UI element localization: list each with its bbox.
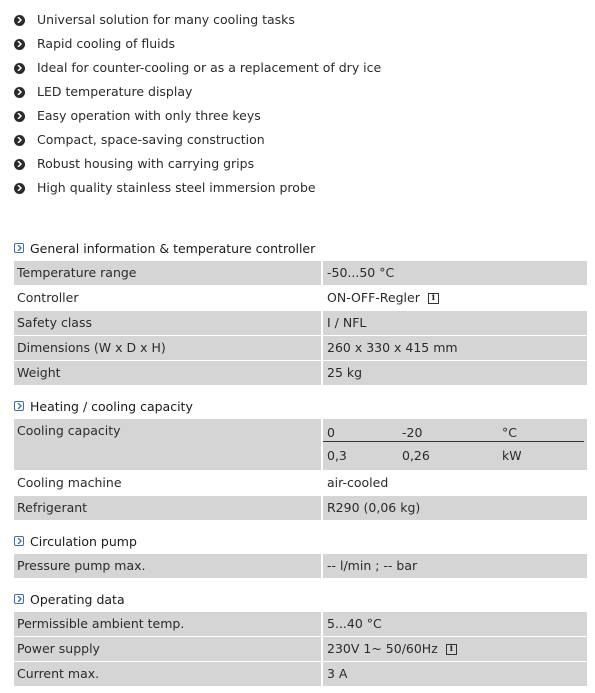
- row-label: Safety class: [14, 311, 323, 335]
- capacity-divider: [323, 441, 584, 442]
- heating-table: [14, 419, 587, 521]
- expand-square-icon: [14, 243, 24, 253]
- row-label: Cooling capacity: [14, 419, 323, 470]
- row-label: Current max.: [14, 662, 323, 686]
- feature-item: [14, 176, 595, 200]
- section-toggle-pump[interactable]: [14, 532, 137, 550]
- row-value: 230V 1~ 50/60Hz: [327, 641, 438, 656]
- info-icon[interactable]: i: [446, 644, 457, 655]
- row-value: 5...40 °C: [327, 616, 382, 631]
- capacity-value-unit: kW: [502, 448, 522, 463]
- feature-list: [0, 0, 595, 200]
- row-value: 3 A: [327, 666, 348, 681]
- section-title: Circulation pump: [30, 533, 137, 549]
- row-label: Temperature range: [14, 261, 323, 285]
- feature-text: LED temperature display: [37, 84, 193, 99]
- section-toggle-heating[interactable]: [14, 397, 193, 415]
- table-row: [14, 471, 587, 496]
- feature-item: [14, 128, 595, 152]
- general-table: [14, 261, 587, 386]
- row-label: Permissible ambient temp.: [14, 612, 323, 636]
- table-row: [14, 496, 587, 521]
- capacity-temp: 0: [327, 425, 335, 440]
- capacity-value: 0,3: [327, 448, 347, 463]
- row-value: -- l/min ; -- bar: [327, 558, 418, 573]
- row-value-cell: [323, 286, 587, 310]
- table-row: [14, 612, 587, 637]
- feature-item: [14, 104, 595, 128]
- table-row: [14, 662, 587, 687]
- arrow-circle-icon: [14, 183, 25, 194]
- capacity-value: 0,26: [402, 448, 430, 463]
- feature-text: Ideal for counter-cooling or as a replacement of dry ice: [37, 60, 382, 75]
- pump-table: [14, 554, 587, 579]
- arrow-circle-icon: [14, 159, 25, 170]
- row-value-cell: [323, 637, 587, 661]
- arrow-circle-icon: [14, 63, 25, 74]
- table-row: [14, 419, 587, 471]
- operating-table: [14, 612, 587, 687]
- section-title: Heating / cooling capacity: [30, 398, 193, 414]
- feature-item: [14, 80, 595, 104]
- feature-item: [14, 32, 595, 56]
- arrow-circle-icon: [14, 39, 25, 50]
- arrow-circle-icon: [14, 15, 25, 26]
- expand-square-icon: [14, 594, 24, 604]
- table-row: [14, 261, 587, 286]
- row-value: 25 kg: [327, 365, 363, 380]
- table-row: [14, 286, 587, 311]
- capacity-temp: -20: [402, 425, 423, 440]
- feature-item: [14, 56, 595, 80]
- row-value: air-cooled: [327, 475, 389, 490]
- expand-square-icon: [14, 401, 24, 411]
- row-value: 260 x 330 x 415 mm: [327, 340, 458, 355]
- row-value: -50...50 °C: [327, 265, 395, 280]
- row-label: Refrigerant: [14, 496, 323, 520]
- table-row: [14, 637, 587, 662]
- row-label: Dimensions (W x D x H): [14, 336, 323, 360]
- cooling-capacity-grid: [323, 419, 587, 469]
- feature-item: [14, 8, 595, 32]
- table-row: [14, 311, 587, 336]
- row-label: Weight: [14, 361, 323, 385]
- info-icon[interactable]: i: [428, 293, 439, 304]
- feature-text: Universal solution for many cooling tasks: [37, 12, 295, 27]
- arrow-circle-icon: [14, 87, 25, 98]
- feature-text: Robust housing with carrying grips: [37, 156, 255, 171]
- row-value: I / NFL: [327, 315, 367, 330]
- feature-text: High quality stainless steel immersion probe: [37, 180, 316, 195]
- capacity-temp-unit: °C: [502, 425, 517, 440]
- row-label: Controller: [14, 286, 323, 310]
- expand-square-icon: [14, 536, 24, 546]
- row-label: Pressure pump max.: [14, 554, 323, 578]
- feature-item: [14, 152, 595, 176]
- section-title: General information & temperature controller: [30, 240, 316, 256]
- row-value: R290 (0,06 kg): [327, 500, 421, 515]
- table-row: [14, 361, 587, 386]
- row-value: ON-OFF-Regler: [327, 290, 420, 305]
- row-label: Power supply: [14, 637, 323, 661]
- section-toggle-operating[interactable]: [14, 590, 125, 608]
- feature-text: Easy operation with only three keys: [37, 108, 261, 123]
- row-label: Cooling machine: [14, 471, 323, 495]
- feature-text: Rapid cooling of fluids: [37, 36, 176, 51]
- arrow-circle-icon: [14, 135, 25, 146]
- section-toggle-general[interactable]: [14, 239, 315, 257]
- table-row: [14, 336, 587, 361]
- section-title: Operating data: [30, 591, 125, 607]
- table-row: [14, 554, 587, 579]
- feature-text: Compact, space-saving construction: [37, 132, 265, 147]
- arrow-circle-icon: [14, 111, 25, 122]
